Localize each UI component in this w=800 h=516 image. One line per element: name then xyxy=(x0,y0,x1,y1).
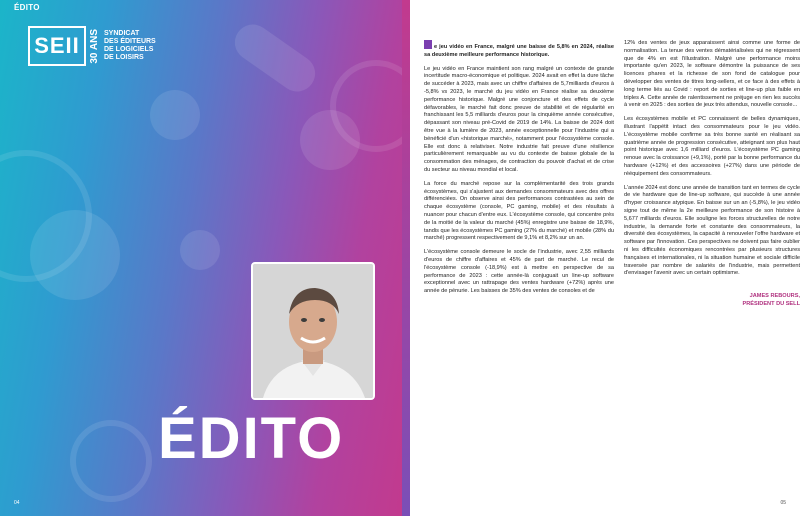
editorial-page xyxy=(410,0,800,516)
lead-text: e jeu vidéo en France, malgré une baisse de 5,8% en 2024, réalise sa deuxième meilleure performance historique. xyxy=(424,44,614,58)
decor-ring xyxy=(70,420,152,502)
page-title: ÉDITO xyxy=(158,406,345,471)
paragraph: La force du marché repose sur la complémentarité des trois grands écosystèmes, qui s'ajustent aux demandes consommateurs avec des offres différenciées. On observe ainsi des performances contrastées au sein de chaque écosystème (console, PC gaming, mobile) et des résultats à nuancer pour chacun d'entre eux. L'écosystème console, qui concentre près de la moitié de la valeur du marché (45%) enregistre une baisse de 18,9%, tandis que les écosystèmes PC gaming (27% du marché) et mobile (28% du marché) progressent respectivement de 9,1% et 8,2% sur un an. xyxy=(424,180,614,242)
text-column-1 xyxy=(424,40,614,302)
gradient-strip xyxy=(402,0,410,516)
portrait-photo xyxy=(251,262,375,400)
logo-line: DES ÉDITEURS xyxy=(104,38,156,45)
logo-line: SYNDICAT xyxy=(104,30,140,37)
portrait-illustration xyxy=(253,264,373,398)
signature xyxy=(624,292,800,308)
logo-mark: SEII xyxy=(28,26,86,66)
header-label-left: ÉDITO xyxy=(14,3,40,12)
logo-text xyxy=(104,30,156,62)
paragraph: L'année 2024 est donc une année de transition tant en termes de cycle de vie hardware que de line-up software, qui succède à une année d'hyper croissance atypique. En baisse sur un an (-5,8%), le jeu vidéo signe tout de même la 2e meilleure performance de son histoire à 5,677 milliards d'euros. Elle souligne les forces structurelles de notre industrie, la demande forte et constante des consommateurs, la diversité des écosystèmes, la capacité à renouveler l'offre hardware et software par l'innovation. Ces perspectives ne doivent pas faire oublier ni les difficultés économiques rencontrées par plusieurs structures françaises et internationales, ni la situation humaine et sociale difficile traversée par nombre de salariés de l'industrie, mais permettent d'envisager l'avenir avec un certain optimisme. xyxy=(624,184,800,277)
signature-name: JAMES REBOURS, xyxy=(749,293,800,300)
logo-years: 30 ANS xyxy=(89,28,100,64)
text-column-2 xyxy=(624,40,800,308)
logo-line: DE LOISIRS xyxy=(104,54,144,61)
dropcap-mark xyxy=(424,40,432,49)
lead-paragraph xyxy=(424,40,614,60)
paragraph: Les écosystèmes mobile et PC connaissent de belles dynamiques, illustrant l'appétit intact des consommateurs pour le jeu vidéo. L'écosystème mobile confirme sa très bonne santé en réalisant sa quatrième année de progression consécutive, atteignant son plus haut point historique avec 1,6 milliard d'euros. L'écosystème PC gaming renoue avec la croissance (+9,1%), porté par la bonne performance du hardware (+12%) et des accessoires (+27%) dans une période de rééquipement des consommateurs. xyxy=(624,116,800,177)
folio-left: 04 xyxy=(14,500,20,506)
signature-role: PRÉSIDENT DU SELL xyxy=(742,301,800,308)
paragraph: Le jeu vidéo en France maintient son rang malgré un contexte de grande incertitude macro-économique et politique. 2024 avait en effet la dure tâche de succéder à 2023, mais avec un chiffre d'affaires de 5,7milliards d'euros à -5,8% vs 2023, le marché du jeu vidéo en France réalise sa deuxième performance historique. Malgré une conjoncture et des effets de cycle défavorables, le marché fait donc preuve de stabilité et de régularité en franchissant les 5,5 milliards d'euros pour la cinquième année consécutive, dépassant son niveau pré-Covid de 2019 de 14%. La baisse de 2024 doit être vue à la lumière de 2023, année exceptionnelle pour l'industrie qui a bénéficié d'un «historique marché», notamment pour l'écosystème console. Elle est donc à relativiser. Notre industrie fait preuve d'une résilience particulièrement remarquable au vu du contexte de baisse globale de la consommation des ménages, de contraction du pouvoir d'achat et de crise du secteur au niveau mondial et local. xyxy=(424,65,614,173)
decor-circle xyxy=(150,90,200,140)
decor-circle xyxy=(180,230,220,270)
folio-right: 05 xyxy=(780,500,786,506)
paragraph: L'écosystème console demeure le socle de l'industrie, avec 2,55 milliards d'euros de chiffre d'affaires et 45% de part de marché. Le recul de l'écosystème console (-18,9%) est à mettre en perspective de sa performance de 2023 : cette année-là conjuguait un line-up software exceptionnel avec un rattrapage des ventes hardware (+72%) après une année de pénurie. Les baisses de 35% des ventes de consoles et de xyxy=(424,249,614,295)
paragraph: 12% des ventes de jeux apparaissent ainsi comme une forme de normalisation. La tenue des ventes dématérialisées qui ne régressent que de 4% en est l'illustration. Malgré une performance moins importante qu'en 2023, le software démontre la puissance de ses licences phares et la richesse de son fond de catalogue pour développer des ventes de titres long-sellers, et ce face à des effets à long terme liés au Covid : report de sorties et line-up plus faible en triples A. Cette année de ralentissement ne préjuge en rien les succès à venir en 2025 : des sorties de jeux très attendus, nouvelle console... xyxy=(624,40,800,109)
logo-line: DE LOGICIELS xyxy=(104,46,154,53)
decor-circle xyxy=(30,210,120,300)
sell-logo xyxy=(28,26,156,66)
decor-pill xyxy=(228,17,322,98)
